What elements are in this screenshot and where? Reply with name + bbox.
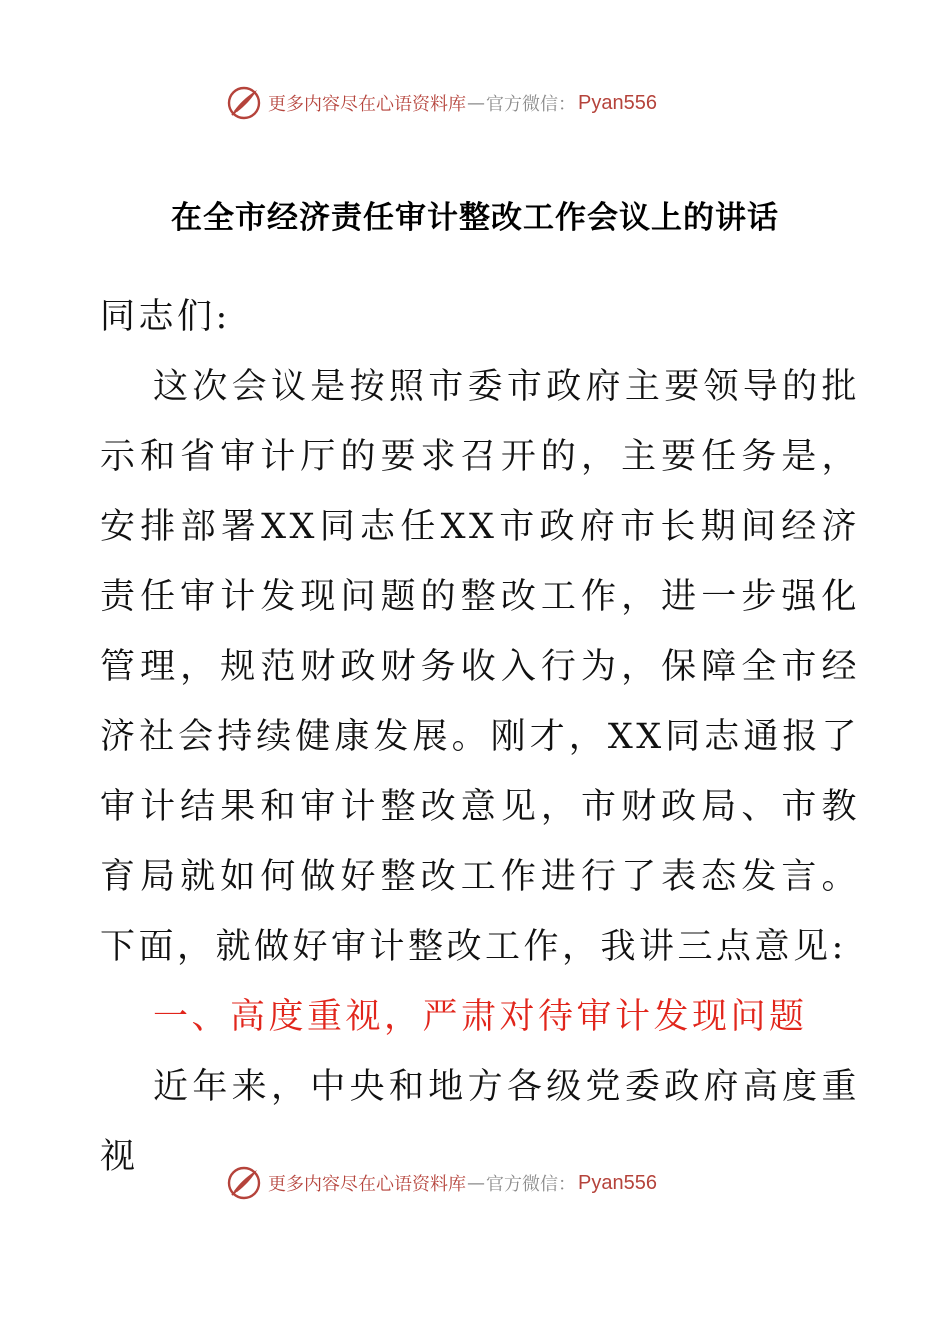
salutation: 同志们: xyxy=(100,297,231,337)
banner-dash: — xyxy=(467,1172,485,1194)
paragraph-section-1: 近年来，中央和地方各级党委政府高度重视 xyxy=(100,1067,860,1177)
document-body xyxy=(100,282,860,1192)
banner-wechat-id: Pyan556 xyxy=(578,1171,657,1194)
banner-official-label: 官方微信： xyxy=(486,94,576,115)
banner-brand-text: 更多内容尽在心语资料库 xyxy=(268,1174,466,1195)
banner-official-label: 官方微信： xyxy=(486,1174,576,1195)
footer-banner xyxy=(226,1164,657,1202)
banner-brand-text: 更多内容尽在心语资料库 xyxy=(268,94,466,115)
banner-dash: — xyxy=(467,92,485,114)
header-banner xyxy=(226,84,657,122)
quill-logo-icon xyxy=(226,85,262,121)
banner-wechat-id: Pyan556 xyxy=(578,91,657,114)
quill-logo-icon xyxy=(226,1165,262,1201)
document-title: 在全市经济责任审计整改工作会议上的讲话 xyxy=(171,200,779,236)
section-heading-1: 一、高度重视，严肃对待审计发现问题 xyxy=(153,997,808,1037)
paragraph-intro: 这次会议是按照市委市政府主要领导的批示和省审计厅的要求召开的，主要任务是，安排部署XX同志任XX市政府市长期间经济责任审计发现问题的整改工作，进一步强化管理，规范财政财务收入行为，保障全市经济社会持续健康发展。刚才，XX同志通报了审计结果和审计整改意见，市财政局、市教育局就如何做好整改工作进行了表态发言。下面，就做好审计整改工作，我讲三点意见: xyxy=(100,367,860,967)
